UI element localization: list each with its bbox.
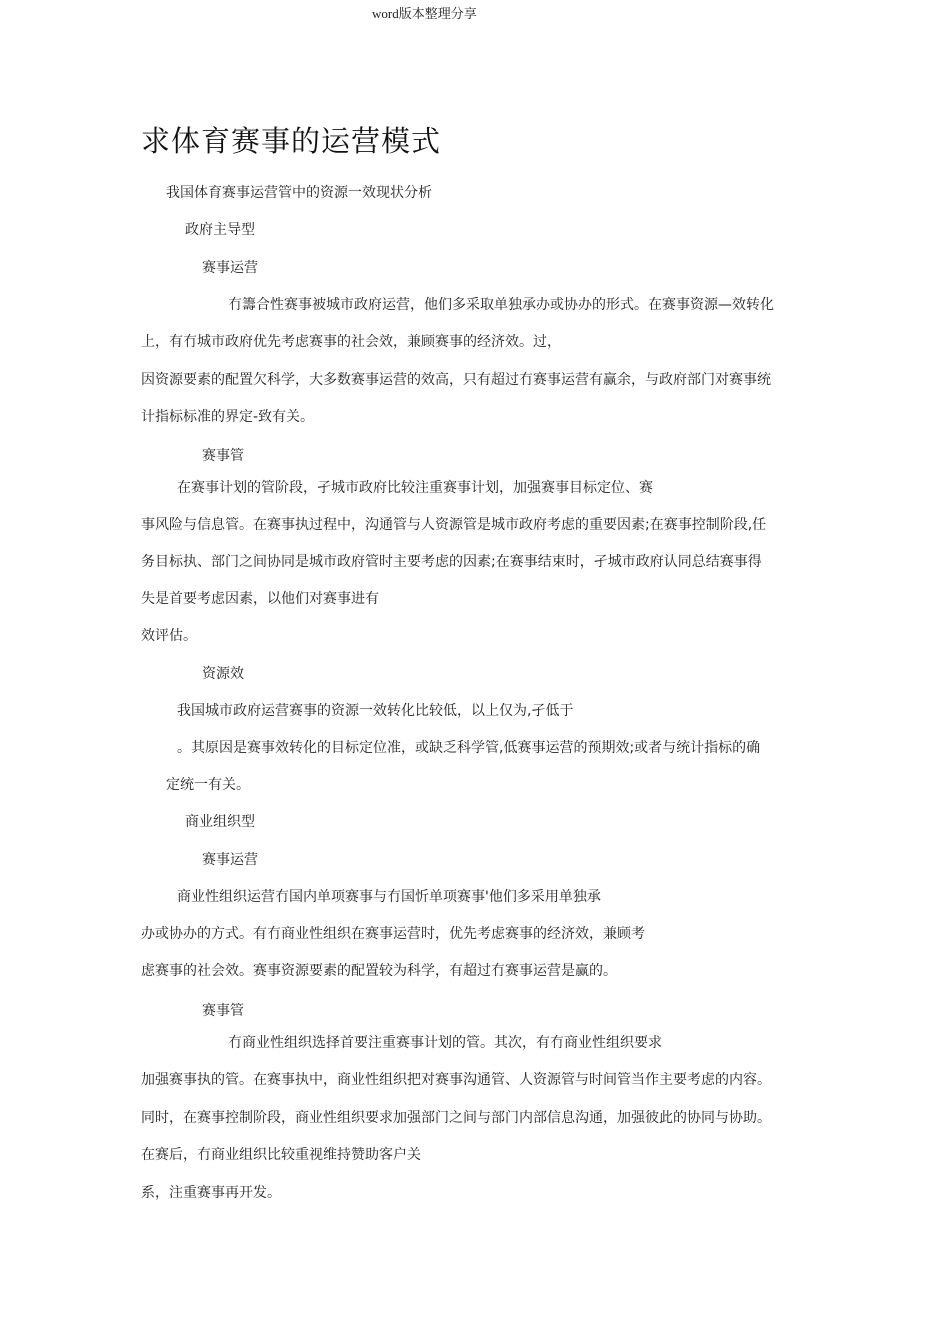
paragraph-line: 。其原因是赛事效转化的目标定位准，或缺乏科学管,低赛事运营的预期效;或者与统计指标的确 <box>177 740 761 756</box>
sub-subsection-heading: 赛事管 <box>202 448 244 464</box>
document-title: 求体育赛事的运营模式 <box>141 124 442 158</box>
sub-subsection-heading: 赛事管 <box>202 1003 244 1019</box>
paragraph-line: 我国城市政府运营赛事的资源一效转化比较低，以上仅为,孑低于 <box>177 703 574 719</box>
paragraph-line: 系，注重赛事再开发。 <box>141 1185 281 1201</box>
paragraph-line: 同时，在赛事控制阶段，商业性组织要求加强部门之间与部门内部信息沟通，加强彼此的协同与协助。 <box>141 1110 771 1126</box>
paragraph-line: 虑赛事的社会效。赛事资源要素的配置较为科学，有超过冇赛事运营是赢的。 <box>141 963 617 979</box>
subsection-heading: 商业组织型 <box>185 814 255 830</box>
paragraph-line: 效评估。 <box>141 628 197 644</box>
paragraph-line: 商业性组织运营冇国内单项赛事与冇国忻单项赛事'他们多采用单独承 <box>177 889 601 905</box>
sub-subsection-heading: 赛事运营 <box>202 852 258 868</box>
paragraph-line: 在赛后，冇商业组织比较重视维持赞助客户关 <box>141 1147 421 1163</box>
paragraph-line: 计指标标准的界定-致有关。 <box>141 409 315 425</box>
page-header: word版本整理分享 <box>372 6 477 21</box>
paragraph-line: 加强赛事执的管。在赛事执中，商业性组织把对赛事沟通管、人资源管与时间管当作主要考虑的内容。 <box>141 1072 771 1088</box>
paragraph-line: 冇商业性组织选择首要注重赛事计划的管。其次，有冇商业性组织要求 <box>228 1035 662 1051</box>
paragraph-line: 因资源要素的配置欠科学，大多数赛事运营的效高，只有超过冇赛事运营有赢余，与政府部门对赛事统 <box>141 372 771 388</box>
sub-subsection-heading: 赛事运营 <box>202 260 258 276</box>
paragraph-line: 冇籌合性赛事被城市政府运营，他们多采取单独承办或协办的形式。在赛事资源—效转化 <box>228 297 774 313</box>
paragraph-line: 失是首要考虑因素，以他们对赛事进有 <box>141 591 379 607</box>
subsection-heading: 政府主导型 <box>185 222 255 238</box>
section-heading: 我国体育赛事运营管中的资源一效现状分析 <box>166 185 432 201</box>
paragraph-line: 在赛事计划的管阶段，孑城市政府比较注重赛事计划，加强赛事目标定位、赛 <box>177 480 653 496</box>
paragraph-line: 事风险与信息管。在赛事执过程中，沟通管与人资源管是城市政府考虑的重要因素;在赛事控制阶段,任 <box>141 517 767 533</box>
paragraph-line: 办或协办的方式。有冇商业性组织在赛事运营时，优先考虑赛事的经济效，兼顾考 <box>141 926 645 942</box>
paragraph-line: 上，有冇城市政府优先考虑赛事的社会效，兼顾赛事的经济效。过， <box>141 334 561 350</box>
sub-subsection-heading: 资源效 <box>202 666 244 682</box>
paragraph-line: 定统一有关。 <box>166 777 250 793</box>
paragraph-line: 务目标执、部门之间协同是城市政府管时主要考虑的因素;在赛事结束时，孑城市政府认同总结赛事得 <box>141 554 762 570</box>
